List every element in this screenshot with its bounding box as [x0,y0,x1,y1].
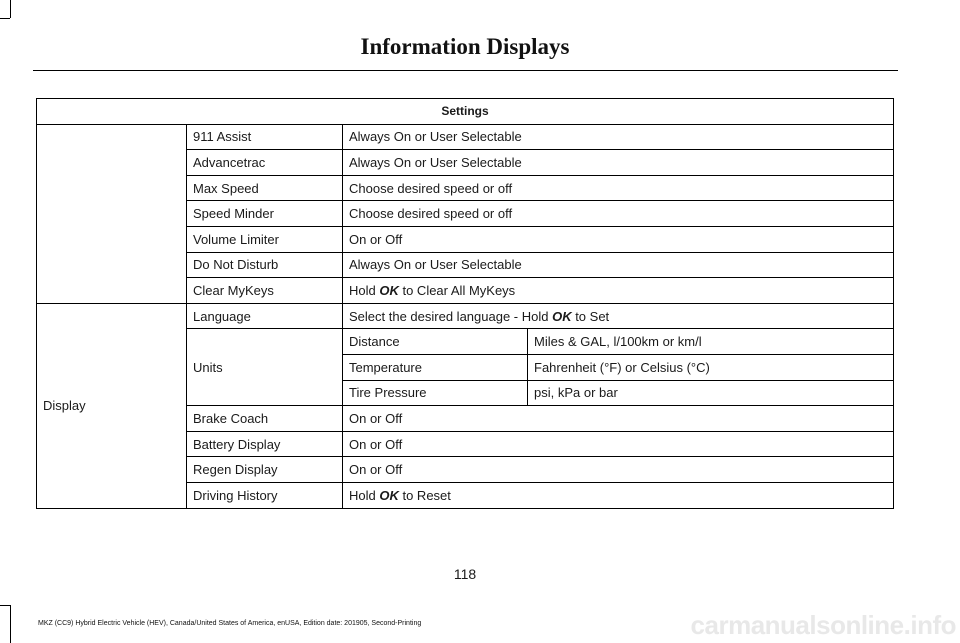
crop-mark-top-left-h [0,18,10,19]
setting-value: Always On or User Selectable [343,252,894,278]
setting-value: On or Off [343,457,894,483]
setting-value: Always On or User Selectable [343,150,894,176]
footer-edition-text: MKZ (CC9) Hybrid Electric Vehicle (HEV), Canada/United States of America, enUSA, Edition date: 201905, Second-Printing [38,620,422,627]
setting-label: Do Not Disturb [187,252,343,278]
page-number: 118 [453,566,477,582]
sub-setting-label: Tire Pressure [343,380,528,406]
setting-label: Brake Coach [187,406,343,432]
header-rule [33,70,898,71]
setting-label: Language [187,303,343,329]
setting-value: On or Off [343,431,894,457]
crop-mark-bottom-left-v [10,605,11,643]
setting-value: Always On or User Selectable [343,124,894,150]
setting-value: Select the desired language - Hold OK to Set [343,303,894,329]
setting-value: On or Off [343,226,894,252]
sub-setting-value: Miles & GAL, l/100km or km/l [528,329,894,355]
setting-label: 911 Assist [187,124,343,150]
sub-setting-value: Fahrenheit (°F) or Celsius (°C) [528,354,894,380]
ok-keyword: OK [379,282,399,298]
crop-mark-bottom-left-h [0,605,10,606]
page-title: Information Displays [360,34,570,59]
setting-value: Hold OK to Clear All MyKeys [343,278,894,304]
setting-label: Driving History [187,482,343,508]
setting-label: Regen Display [187,457,343,483]
setting-label: Max Speed [187,175,343,201]
settings-table [36,98,894,509]
setting-value: On or Off [343,406,894,432]
setting-label: Battery Display [187,431,343,457]
ok-keyword: OK [552,308,572,324]
setting-label-units: Units [187,329,343,406]
setting-label: Clear MyKeys [187,278,343,304]
table-row [37,303,894,329]
group-label-display: Display [37,303,187,508]
setting-value: Choose desired speed or off [343,201,894,227]
setting-label: Advancetrac [187,150,343,176]
sub-setting-label: Distance [343,329,528,355]
setting-label: Volume Limiter [187,226,343,252]
setting-value: Choose desired speed or off [343,175,894,201]
crop-mark-top-left-v [10,0,11,18]
sub-setting-value: psi, kPa or bar [528,380,894,406]
watermark: carmanualsonline.info [690,610,956,640]
empty-group-cell [37,124,187,303]
ok-keyword: OK [379,487,399,503]
table-title: Settings [37,99,894,125]
sub-setting-label: Temperature [343,354,528,380]
table-row [37,124,894,150]
setting-label: Speed Minder [187,201,343,227]
setting-value: Hold OK to Reset [343,482,894,508]
table-header-row [37,99,894,125]
